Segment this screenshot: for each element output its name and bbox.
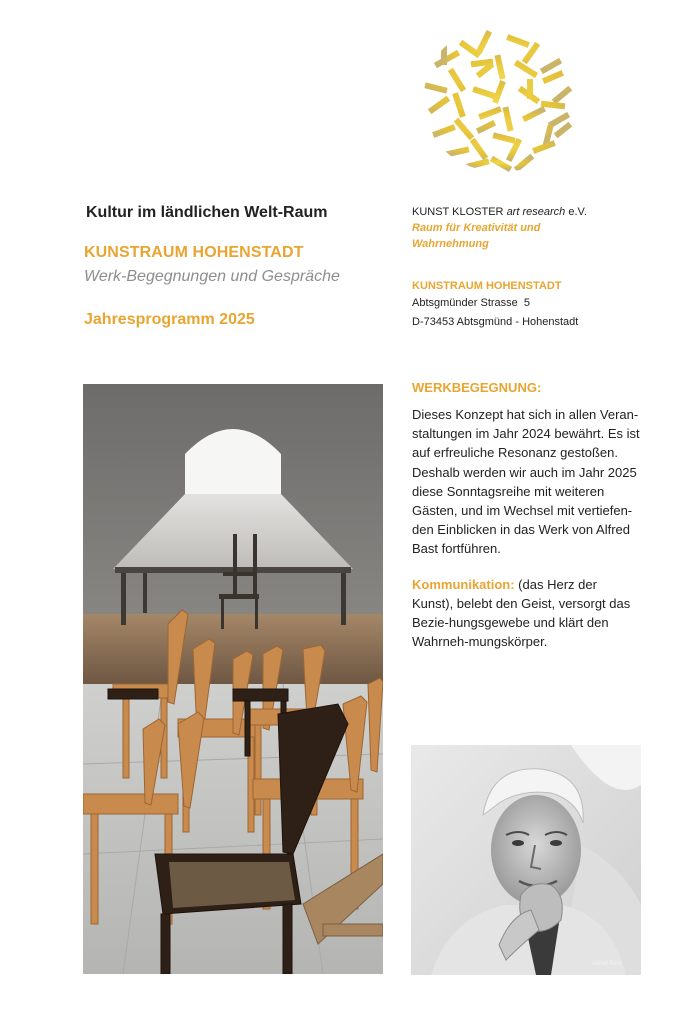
chairs-exhibition-photo [83, 384, 383, 974]
organization-tagline: Raum für Kreativität und Wahrnehmung [412, 222, 541, 250]
org-name: KUNST KLOSTER [412, 206, 504, 218]
portrait-photo [411, 745, 641, 975]
page-title: Kultur im ländlichen Welt-Raum [86, 204, 328, 221]
werkbegegnung-heading: WERKBEGEGNUNG: [412, 380, 542, 395]
kommunikation-text: (das Herz der Kunst), belebt den Geist, versorgt das Bezie-hungsgewebe und klärt den Wahrneh-mungskörper. [412, 577, 631, 649]
werkbegegnung-text: Dieses Konzept hat sich in allen Veran-staltungen im Jahr 2024 bewährt. Es ist auf erfreuliche Resonanz gestoßen. Deshalb werden wir auch im Jahr 2025 diese Sonntagsreihe mit weiteren Gästen, und im Wechsel mit vertiefen-den Einblicken in das Werk von Alfred Bast fortführen. [412, 407, 640, 557]
kunstkloster-logo [418, 24, 584, 174]
kommunikation-paragraph [412, 575, 640, 651]
organization-name [412, 206, 587, 218]
address-city: D-73453 Abtsgmünd - Hohenstadt [412, 316, 579, 328]
program-title: Jahresprogramm 2025 [84, 311, 255, 328]
org-suffix: e.V. [568, 206, 587, 218]
address-street: Abtsgmünder Strasse 5 [412, 297, 531, 309]
portrait-credit: Alfred Bast [592, 961, 622, 967]
org-name-italic: art research [506, 206, 566, 218]
kommunikation-label: Kommunikation: [412, 577, 515, 592]
address-title: KUNSTRAUM HOHENSTADT [412, 280, 562, 292]
kunstraum-title: KUNSTRAUM HOHENSTADT [84, 244, 304, 261]
subtitle: Werk-Begegnungen und Gespräche [84, 268, 340, 285]
